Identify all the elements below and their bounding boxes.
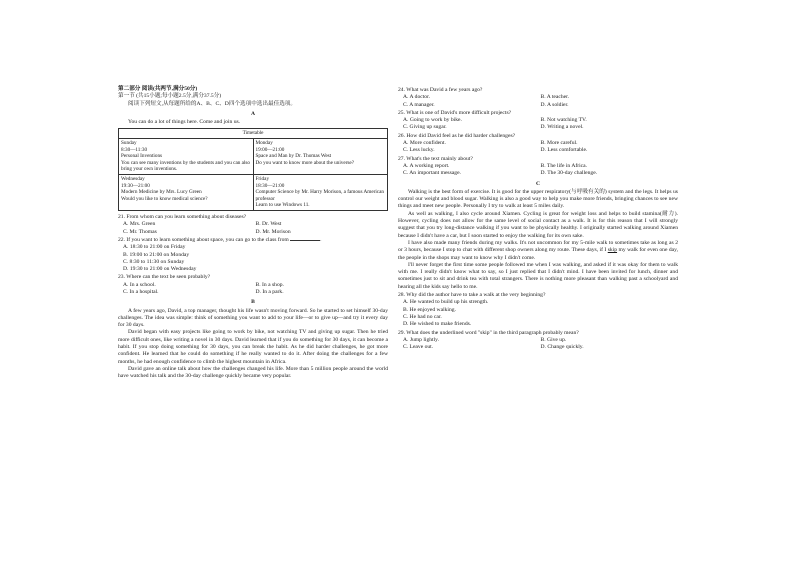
timetable-cell-text: Sunday 8:30—11:30 Personal Inventions You can see many inventions by the students and you can also bring your own inventions. xyxy=(121,140,250,173)
question-23: 23. Where can the text be seen probably? xyxy=(118,274,211,281)
option: B. Not watching TV. xyxy=(540,117,587,124)
passage-c-paragraph: Walking is the best form of exercise. It is good for the upper respiratory(与呼吸有关的) system and the legs. It helps us control our weight and blood sugar. Walking is also a good way to help you make more friends, bringing chances to see new things and meet new people. Personally I try to walk at least 5 miles daily. xyxy=(398,188,678,210)
option: D. 19:30 to 21:00 on Wednesday xyxy=(123,266,197,273)
passage-c-paragraph xyxy=(398,240,678,262)
option: B. 19:00 to 21:00 on Monday xyxy=(123,251,190,258)
question-21: 21. From whom can you learn something about diseases? xyxy=(118,214,247,221)
answer-blank xyxy=(290,240,320,241)
passage-c-paragraph: As well as walking, I also cycle around Xiamen. Cycling is great for weight loss and helps to build stamina(耐力). However, cycling does not allow for the same level of social contact as a walk. It is for this reason that I will strongly suggest that you try long-distance walking if you want to be physically healthy. I originally started walking around Xiamen because I didn't have a car, but I soon started to enjoy the walking for its own sake. xyxy=(398,210,678,239)
left-column xyxy=(118,86,388,381)
option: C. An important message. xyxy=(403,170,461,177)
timetable-cell-friday xyxy=(253,175,388,211)
question-22-options xyxy=(118,244,388,273)
question-25: 25. What is one of David's more difficult projects? xyxy=(398,109,512,116)
option: A. Going to work by bike. xyxy=(403,117,462,124)
question-29-options xyxy=(398,337,678,352)
question-26: 26. How did David feel as he did harder challenges? xyxy=(398,132,516,139)
option: A. A doctor. xyxy=(403,94,431,101)
timetable-cell-wednesday xyxy=(119,175,254,211)
passage-b-paragraph: David began with easy projects like going to work by bike, not watching TV and giving up sugar. Then he tried more difficult ones, like writing a novel in 30 days. David learned that if you do something for 30 days, it can become a habit. If you stop doing something for 30 days, you can break the habit. As he did harder challenges, he got more confident. He learned that he could do something if he really wanted to do it. After doing the challenges for a few months, he had enough confidence to climb the highest mountain in Africa. xyxy=(118,329,388,365)
option: A. More confident. xyxy=(403,140,446,147)
section-title: 第一节 (共15小题;每小题2.5分,满分37.5分) xyxy=(118,93,222,100)
timetable-title: Timetable xyxy=(119,129,388,139)
timetable xyxy=(118,128,388,211)
option: A. Jump lightly. xyxy=(403,336,439,343)
timetable-cell-monday xyxy=(253,139,388,175)
timetable-cell-text: Friday 18:30—21:00 Computer Science by Mr. Harry Morison, a famous American professor Learn to use Windows 11. xyxy=(255,176,385,209)
option: D. A soldier. xyxy=(540,101,569,108)
question-22-stem-end: . xyxy=(320,236,322,243)
option: D. Mr. Morison xyxy=(255,228,291,235)
underlined-word: skip xyxy=(607,247,618,254)
option: D. The 30-day challenge. xyxy=(540,170,598,177)
option: B. Give up. xyxy=(540,336,567,343)
timetable-cell-text: Wednesday 19:30—21:00 Modern Medicine by Mrs. Lucy Green Would you like to know medical science? xyxy=(121,176,208,202)
right-column xyxy=(398,86,678,351)
passage-b-label: B xyxy=(251,299,255,306)
option: C. Mr. Thomas xyxy=(123,228,157,235)
option: C. 8:30 to 11:30 on Sunday xyxy=(123,258,185,265)
question-28: 28. Why did the author have to take a walk at the very beginning? xyxy=(398,292,546,299)
option: C. A manager. xyxy=(403,101,435,108)
option: B. More careful. xyxy=(540,140,578,147)
option: A. 18:30 to 21:00 on Friday xyxy=(123,244,186,251)
passage-b-paragraph: David gave an online talk about how the challenges changed his life. More than 5 million people around the world have watched his talk and the 30-day challenge quickly became very popular. xyxy=(118,365,388,380)
question-27-options xyxy=(398,163,678,178)
timetable-cell-text: Monday 19:00—21:00 Space and Man by Dr. Thomas West Do you want to know more about the universe? xyxy=(255,140,355,166)
paragraph-text: I have also made many friends during my walks. It's not uncommon for my 5-mile walk to sometimes take as long as 2 or 3 hours, because I stop to chat with different shop owners along my route. These days, if I xyxy=(398,239,678,254)
paragraph-text: my walk for even one day, the people in the shops may want to know why I didn't come. xyxy=(398,247,678,261)
option: B. A teacher. xyxy=(540,94,570,101)
option: C. Leave out. xyxy=(403,344,434,351)
option: B. Dr. West xyxy=(255,221,282,228)
option: D. Writing a novel. xyxy=(540,124,584,131)
option: D. Change quickly. xyxy=(540,344,584,351)
option: C. In a hospital. xyxy=(123,288,159,295)
part-title: 第二部分 阅读(共两节,满分50分) xyxy=(118,86,198,92)
question-22-stem: 22. If you want to learn something about space, you can go to the class from xyxy=(118,236,289,243)
instruction: 阅读下列短文,从每题所给的A、B、C、D四个选项中选出最佳选项。 xyxy=(128,100,296,107)
option: A. A working report. xyxy=(403,162,450,169)
question-27: 27. What's the text mainly about? xyxy=(398,155,473,162)
question-22 xyxy=(118,237,388,244)
passage-c-paragraph: I'll never forget the first time some people followed me when I was walking, and asked if it was okay for them to walk with me. I really didn't know what to say, so I just replied that I didn't mind. I have been invited for lunch, dinner and sometimes just to sit and drink tea with total strangers. There is nothing more pleasant than walking past a schoolyard and hearing all the kids say hello to me. xyxy=(398,261,678,290)
option: B. He enjoyed walking. xyxy=(403,306,456,313)
option: D. Less comfortable. xyxy=(540,147,588,154)
question-24-options xyxy=(398,94,678,109)
option: B. The life in Africa. xyxy=(540,162,587,169)
question-23-options xyxy=(118,282,388,297)
option: C. He had no car. xyxy=(403,313,442,320)
option: D. He wished to make friends. xyxy=(403,321,472,328)
passage-c-label: C xyxy=(535,180,541,187)
option: C. Less lucky. xyxy=(403,147,435,154)
passage-a-intro: You can do a lot of things here. Come and join us. xyxy=(128,119,241,126)
option: D. In a park. xyxy=(255,288,284,295)
option: B. In a shop. xyxy=(255,281,284,288)
passage-a-label: A xyxy=(250,110,256,117)
question-29: 29. What does the underlined word "skip" in the third paragraph probably mean? xyxy=(398,329,579,336)
question-21-options xyxy=(118,221,388,236)
option: A. In a school. xyxy=(123,281,156,288)
question-25-options xyxy=(398,117,678,132)
option: A. He wanted to build up his strength. xyxy=(403,299,489,306)
question-28-options xyxy=(398,299,678,328)
option: C. Giving up sugar. xyxy=(403,124,447,131)
passage-b-paragraph: A few years ago, David, a top manager, thought his life wasn't moving forward. So he started to set himself 30-day challenges. The idea was simple: think of something you want to add to your life—or to give up—and try it every day for 30 days. xyxy=(118,307,388,329)
question-24: 24. What was David a few years ago? xyxy=(398,87,483,93)
question-26-options xyxy=(398,140,678,155)
timetable-cell-sunday xyxy=(119,139,254,175)
option: A. Mrs. Green xyxy=(123,221,156,228)
